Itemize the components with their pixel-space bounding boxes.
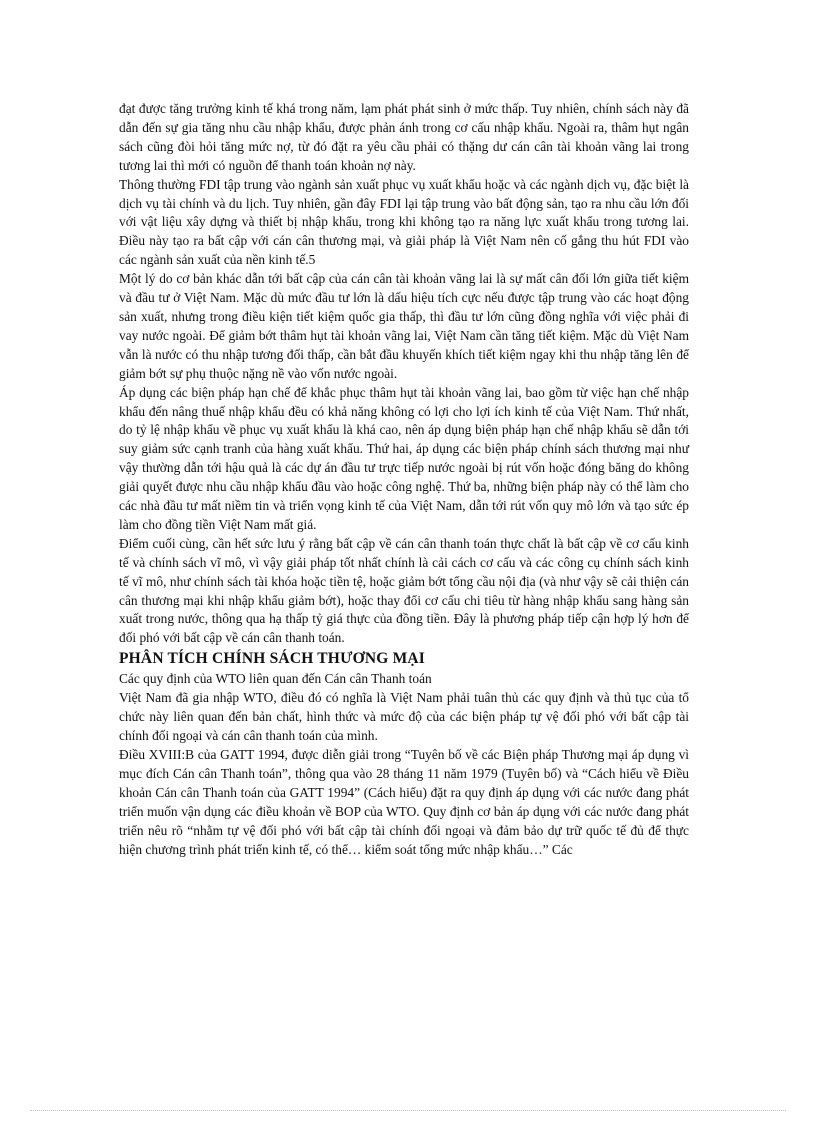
paragraph: Điều XVIII:B của GATT 1994, được diễn giải trong “Tuyên bố về các Biện pháp Thương mại áp dụng vì mục đích Cán cân Thanh toán”, thông qua vào 28 tháng 11 năm 1979 (Tuyên bố) và “Cách hiểu về Điều khoản Cán cân Thanh toán của GATT 1994” (Cách hiểu) đặt ra quy định áp dụng với các nước đang phát triển muốn vận dụng các điều khoản về BOP của WTO. Quy định cơ bản áp dụng với các nước đang phát triển nêu rõ “nhằm tự vệ đối phó với bất cập tài chính đối ngoại và đảm bảo dự trữ quốc tế đủ để thực hiện chương trình phát triển kinh tế, có thể… kiểm soát tổng mức nhập khẩu…” Các [119, 747, 689, 857]
page-bottom-divider [30, 1110, 786, 1111]
paragraph: Điểm cuối cùng, cần hết sức lưu ý rằng bất cập về cán cân thanh toán thực chất là bất cập về cơ cấu kinh tế và chính sách vĩ mô, vì vậy giải pháp tốt nhất chính là cải cách cơ cấu và các công cụ chính sách kinh tế vĩ mô, như chính sách tài khóa hoặc tiền tệ, hoặc giảm bớt tổng cầu nội địa (và như vậy sẽ cải thiện cán cân thương mại khi nhập khẩu giảm bớt), hoặc thay đổi cơ cấu chi tiêu từ hàng nhập khẩu sang hàng sản xuất trong nước, thông qua hạ thấp tỷ giá thực của đồng tiền. Đây là phương pháp tiếp cận hợp lý hơn để đối phó với bất cập về cán cân thanh toán. [119, 535, 689, 646]
section-subheading: Các quy định của WTO liên quan đến Cán cân Thanh toán [119, 671, 432, 687]
document-body [119, 100, 689, 859]
paragraph: Một lý do cơ bản khác dẫn tới bất cập của cán cân tài khoản vãng lai là sự mất cân đối lớn giữa tiết kiệm và đầu tư ở Việt Nam. Mặc dù mức đầu tư lớn là dấu hiệu tích cực nếu được tập trung vào các hoạt động sản xuất, nhưng trong điều kiện tiết kiệm quốc gia thấp, thì đầu tư lớn cũng đồng nghĩa với việc phải đi vay nước ngoài. Để giảm bớt thâm hụt tài khoản vãng lai, Việt Nam cần tăng tiết kiệm. Mặc dù Việt Nam vẫn là nước có thu nhập tương đối thấp, cần bắt đầu khuyến khích tiết kiệm ngay khi thu nhập tăng lên để giảm bớt sự phụ thuộc nặng nề vào vốn nước ngoài. [119, 271, 689, 381]
paragraph: đạt được tăng trưởng kinh tế khá trong năm, lạm phát phát sinh ở mức thấp. Tuy nhiên, chính sách này đã dẫn đến sự gia tăng nhu cầu nhập khẩu, được phản ánh trong cơ cấu nhập khẩu. Ngoài ra, thâm hụt ngân sách cũng đòi hỏi tăng mức nợ, từ đó đặt ra yêu cầu phải có thặng dư cán cân tài khoản vãng lai trong tương lai thì mới có nguồn để thanh toán khoản nợ này. [119, 101, 689, 173]
paragraph: Việt Nam đã gia nhập WTO, điều đó có nghĩa là Việt Nam phải tuân thủ các quy định và thủ tục của tổ chức này liên quan đến bản chất, hình thức và mức độ của các biện pháp tự vệ đối phó với bất cập tài chính đối ngoại và cán cân thanh toán của mình. [119, 690, 689, 744]
section-heading: PHÂN TÍCH CHÍNH SÁCH THƯƠNG MẠI [119, 650, 426, 668]
paragraph: Thông thường FDI tập trung vào ngành sản xuất phục vụ xuất khẩu hoặc và các ngành dịch vụ, đặc biệt là dịch vụ tài chính và du lịch. Tuy nhiên, gần đây FDI lại tập trung vào bất động sản, tạo ra nhu cầu lớn đối với vật liệu xây dựng và thiết bị nhập khẩu, trong khi không tạo ra năng lực xuất khẩu trong tương lai. Điều này tạo ra bất cập với cán cân thương mại, và giải pháp là Việt Nam nên cố gắng thu hút FDI vào các ngành sản xuất của nền kinh tế.5 [119, 176, 689, 268]
paragraph: Áp dụng các biện pháp hạn chế để khắc phục thâm hụt tài khoản vãng lai, bao gồm từ việc hạn chế nhập khẩu đến nâng thuế nhập khẩu đều có khả năng không có lợi cho lợi ích kinh tế của Việt Nam. Thứ nhất, do tỷ lệ nhập khẩu về phục vụ xuất khẩu là khá cao, nên áp dụng biện pháp hạn chế nhập khẩu sẽ dẫn tới suy giảm sức cạnh tranh của hàng xuất khẩu. Thứ hai, áp dụng các biện pháp chính sách thương mại như vậy thường dẫn tới hậu quả là các dự án đầu tư trực tiếp nước ngoài bị rút vốn hoặc đóng băng do không giải quyết được nhu cầu nhập khẩu đầu vào hoặc công nghệ. Thứ ba, những biện pháp này có thể làm cho các nhà đầu tư mất niềm tin và triển vọng kinh tế của Việt Nam, dẫn tới rút vốn quy mô lớn và tạo sức ép làm cho đồng tiền Việt Nam mất giá. [119, 384, 689, 532]
